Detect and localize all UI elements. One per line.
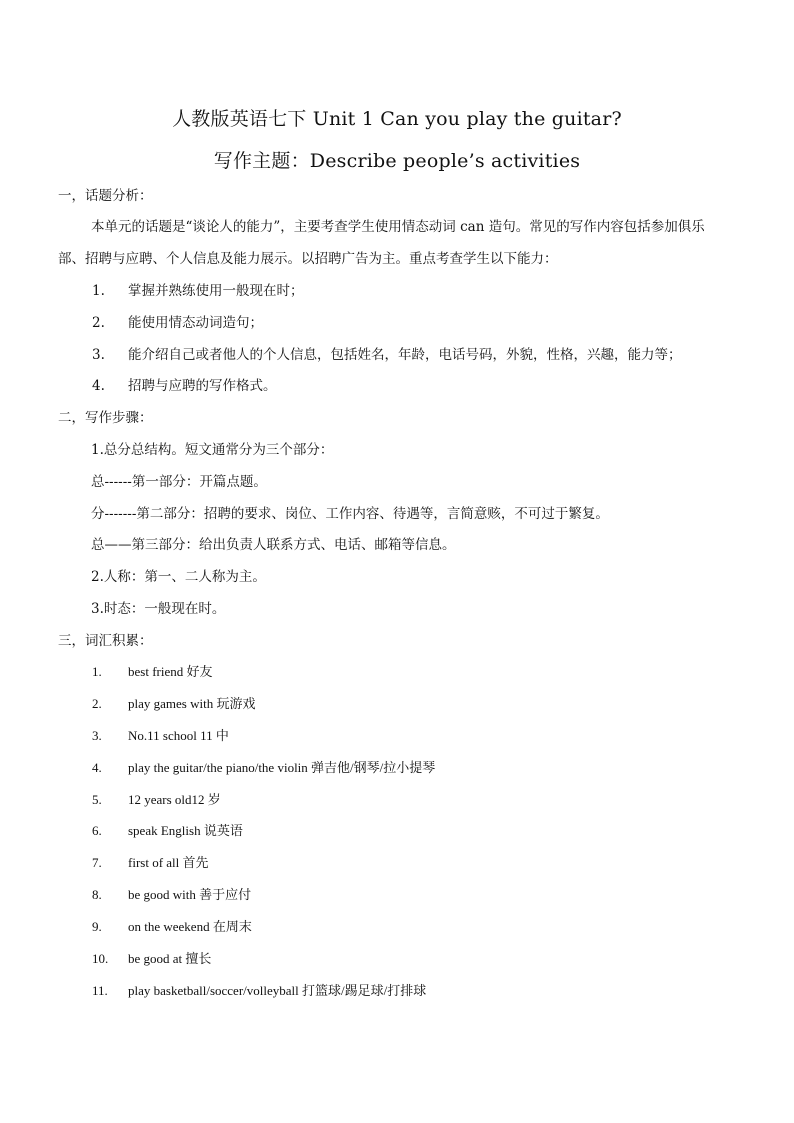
vocab-item: play the guitar/the piano/the violin 弹吉他/钢琴/拉小提琴	[128, 760, 436, 775]
list-item: 能介绍自己或者他人的个人信息，包括姓名，年龄，电话号码，外貌，性格，兴趣，能力等；	[128, 347, 682, 363]
vocab-item-number: 1.	[92, 664, 102, 679]
vocab-item: play games with 玩游戏	[128, 696, 256, 711]
vocab-item: No.11 school 11 中	[128, 728, 229, 743]
vocab-item: 12 years old12 岁	[128, 792, 221, 807]
vocab-item: best friend 好友	[128, 664, 213, 679]
section2-line: 2.人称：第一、二人称为主。	[91, 569, 266, 585]
vocab-item-number: 9.	[92, 919, 102, 934]
vocab-item-number: 6.	[92, 823, 102, 838]
section2-line: 分-------第二部分：招聘的要求、岗位、工作内容、待遇等，言简意赅，不可过于繁复。	[91, 506, 609, 522]
list-item-number: 2.	[92, 315, 105, 331]
vocab-item: first of all 首先	[128, 855, 209, 870]
vocab-item: be good at 擅长	[128, 951, 212, 966]
list-item: 招聘与应聘的写作格式。	[128, 378, 277, 394]
section2-line: 1.总分总结构。短文通常分为三个部分：	[91, 442, 334, 458]
vocab-item: on the weekend 在周末	[128, 919, 252, 934]
vocab-item-number: 8.	[92, 887, 102, 902]
document-subtitle: 写作主题：Describe people’s activities	[213, 150, 581, 172]
list-item-number: 4.	[92, 378, 105, 394]
vocab-item: speak English 说英语	[128, 823, 243, 838]
section2-line: 3.时态：一般现在时。	[91, 601, 226, 617]
vocab-item-number: 3.	[92, 728, 102, 743]
list-item: 掌握并熟练使用一般现在时；	[128, 283, 304, 299]
section1-intro-line2: 部、招聘与应聘、个人信息及能力展示。以招聘广告为主。重点考查学生以下能力：	[58, 251, 558, 267]
vocab-item-number: 11.	[92, 983, 108, 998]
vocab-item-number: 4.	[92, 760, 102, 775]
vocab-item-number: 5.	[92, 792, 102, 807]
list-item-number: 1.	[92, 283, 105, 299]
vocab-item: play basketball/soccer/volleyball 打篮球/踢足球/打排球	[128, 983, 427, 998]
vocab-item: be good with 善于应付	[128, 887, 252, 902]
section2-line: 总------第一部分：开篇点题。	[91, 474, 267, 490]
section2-line: 总——第三部分：给出负责人联系方式、电话、邮箱等信息。	[91, 537, 456, 553]
vocab-item-number: 2.	[92, 696, 102, 711]
section2-heading: 二，写作步骤：	[58, 410, 153, 426]
list-item: 能使用情态动词造句；	[128, 315, 263, 331]
section3-heading: 三，词汇积累：	[58, 633, 153, 649]
section1-intro-line1: 本单元的话题是“谈论人的能力”，主要考查学生使用情态动词 can 造句。常见的写作内容包括参加俱乐	[91, 219, 705, 235]
vocab-item-number: 7.	[92, 855, 102, 870]
document-title: 人教版英语七下 Unit 1 Can you play the guitar?	[172, 108, 622, 130]
section1-heading: 一，话题分析：	[58, 188, 153, 204]
list-item-number: 3.	[92, 347, 105, 363]
vocab-item-number: 10.	[92, 951, 109, 966]
